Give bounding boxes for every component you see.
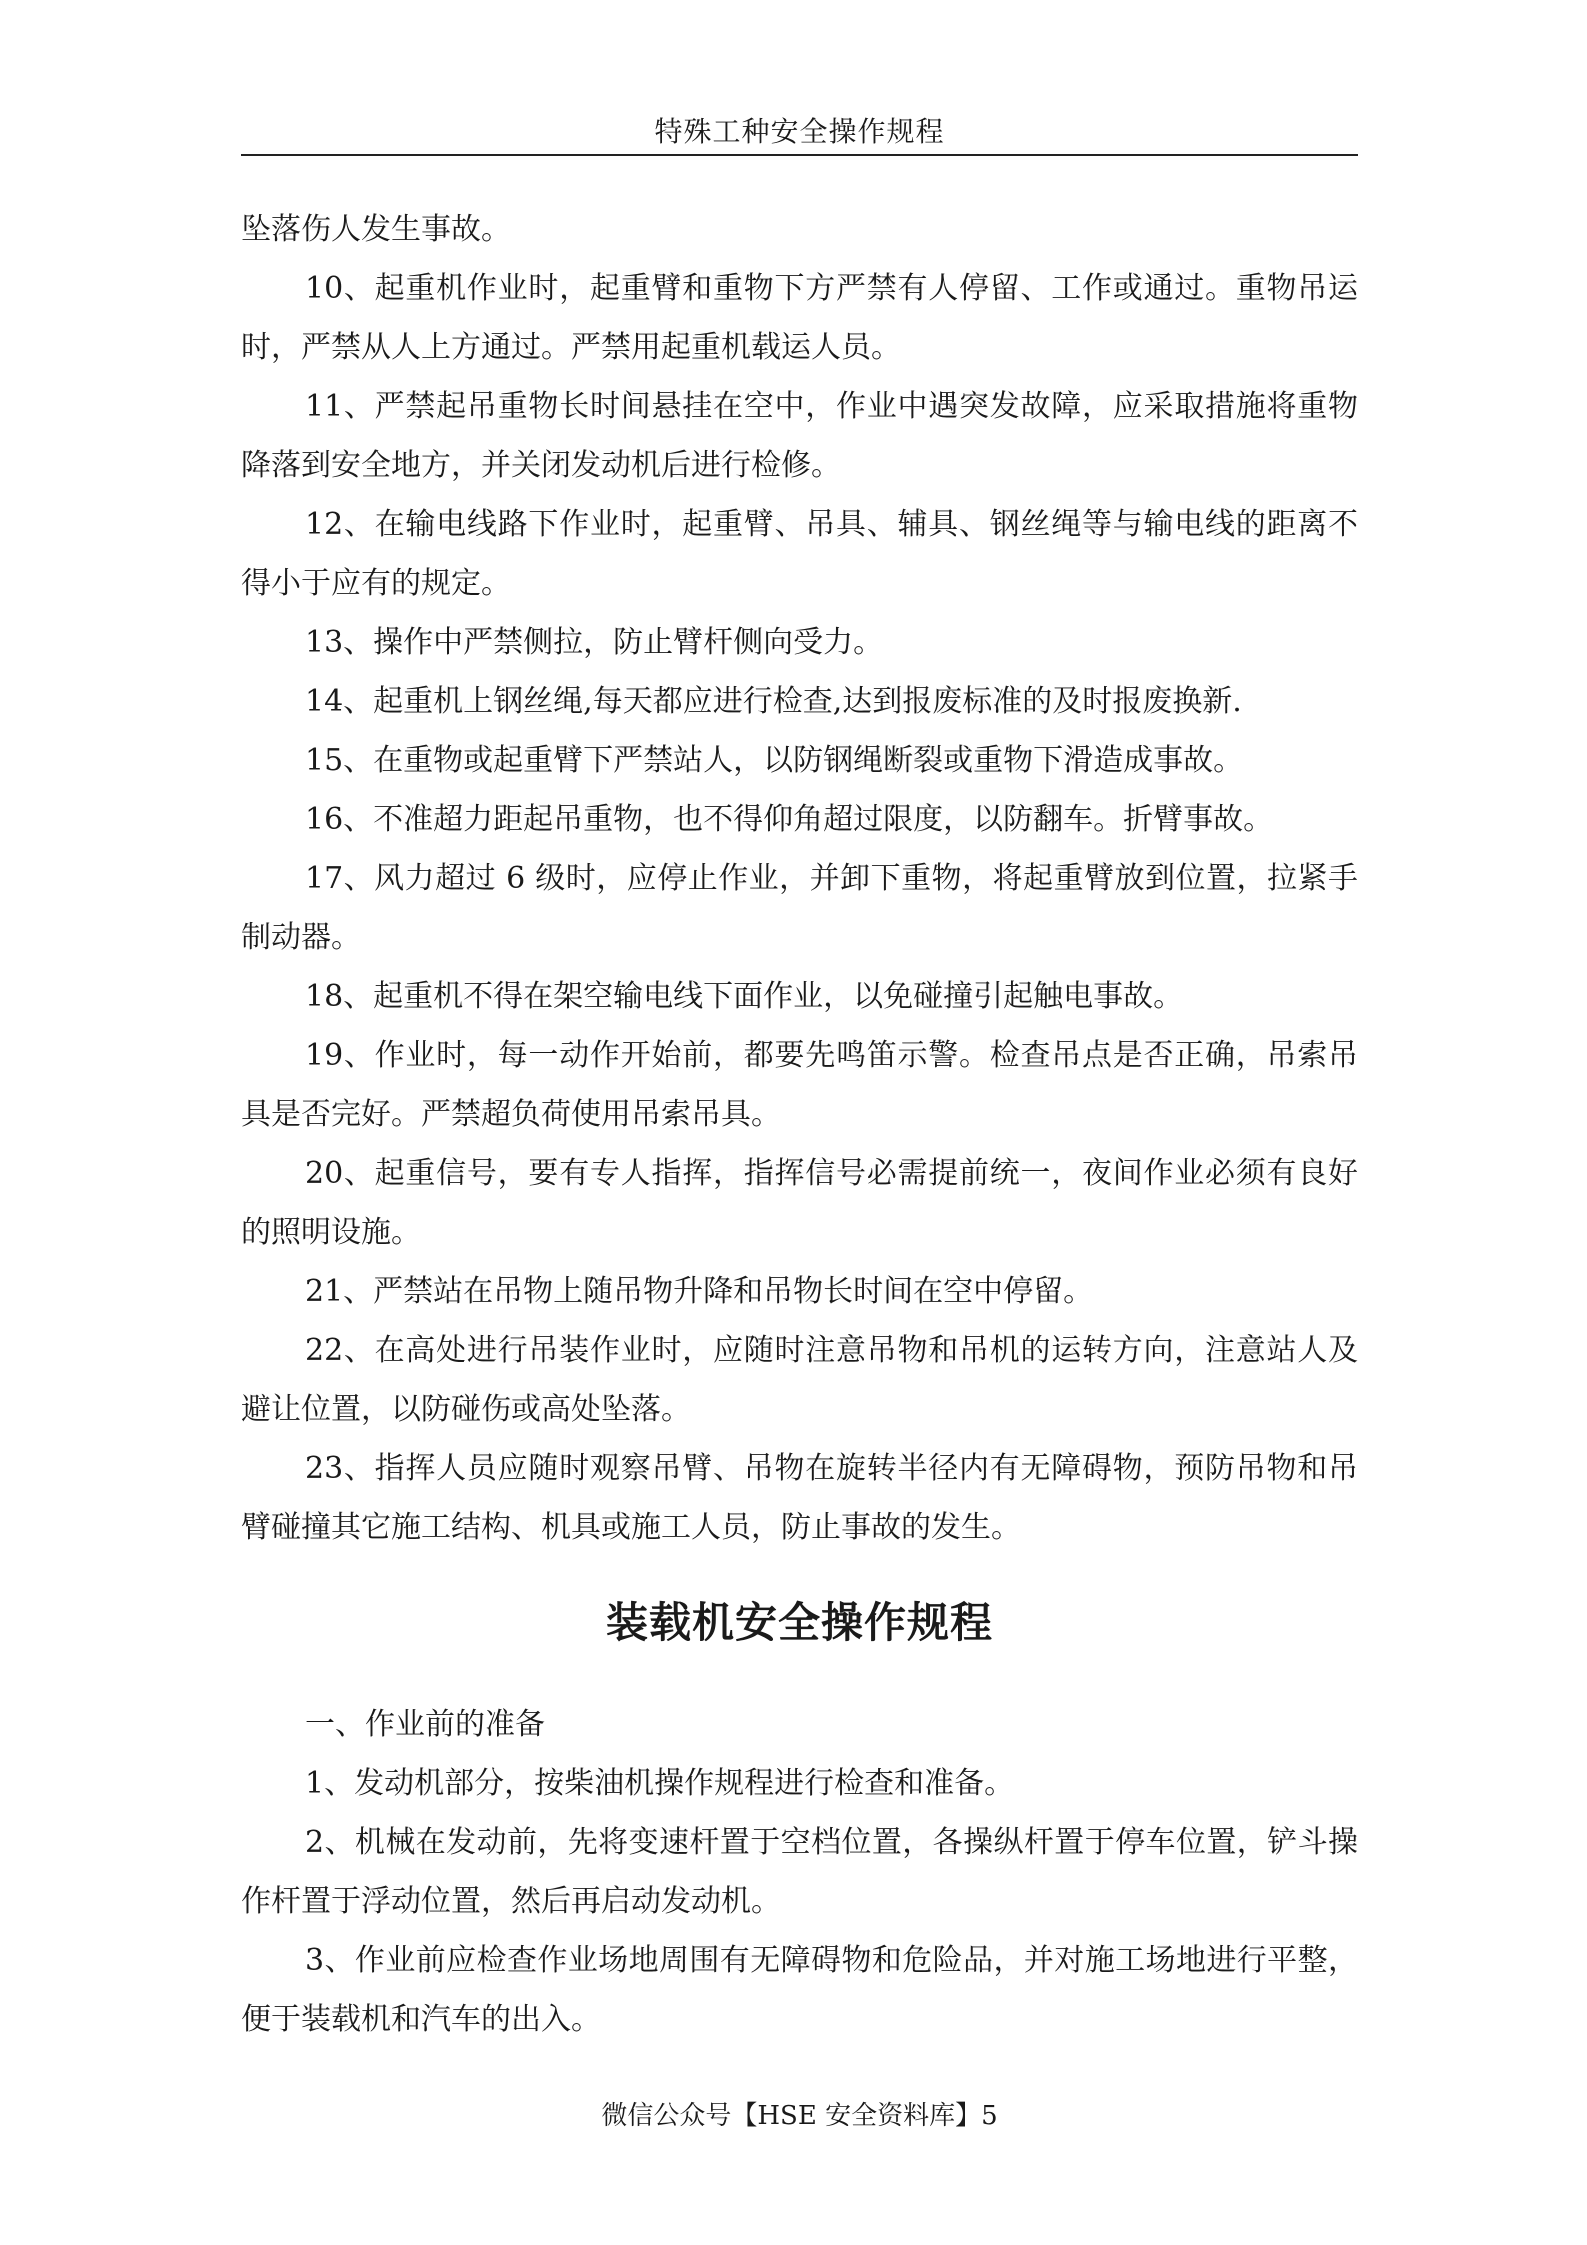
paragraph: 17、风力超过 6 级时，应停止作业，并卸下重物，将起重臂放到位置，拉紧手制动器。 bbox=[241, 861, 1358, 955]
paragraph: 20、起重信号，要有专人指挥，指挥信号必需提前统一，夜间作业必须有良好的照明设施。 bbox=[241, 1156, 1358, 1250]
paragraph: 11、严禁起吊重物长时间悬挂在空中，作业中遇突发故障，应采取措施将重物降落到安全地方，并关闭发动机后进行检修。 bbox=[241, 389, 1358, 483]
paragraph: 18、起重机不得在架空输电线下面作业，以免碰撞引起触电事故。 bbox=[305, 979, 1184, 1014]
paragraph: 一、作业前的准备 bbox=[305, 1707, 545, 1742]
paragraph-group-top bbox=[241, 200, 1358, 1557]
page-footer: 微信公众号【HSE 安全资料库】5 bbox=[601, 2101, 998, 2131]
paragraph: 10、起重机作业时，起重臂和重物下方严禁有人停留、工作或通过。重物吊运时，严禁从人上方通过。严禁用起重机载运人员。 bbox=[241, 271, 1358, 365]
paragraph: 15、在重物或起重臂下严禁站人，以防钢绳断裂或重物下滑造成事故。 bbox=[305, 743, 1244, 778]
running-header: 特殊工种安全操作规程 bbox=[654, 115, 945, 148]
header-divider bbox=[241, 154, 1358, 156]
paragraph: 12、在输电线路下作业时，起重臂、吊具、辅具、钢丝绳等与输电线的距离不得小于应有的规定。 bbox=[241, 507, 1358, 601]
paragraph: 1、发动机部分，按柴油机操作规程进行检查和准备。 bbox=[305, 1766, 1015, 1801]
paragraph: 13、操作中严禁侧拉，防止臂杆侧向受力。 bbox=[305, 625, 884, 660]
paragraph: 19、作业时，每一动作开始前，都要先鸣笛示警。检查吊点是否正确，吊索吊具是否完好。严禁超负荷使用吊索吊具。 bbox=[241, 1038, 1358, 1132]
paragraph: 23、指挥人员应随时观察吊臂、吊物在旋转半径内有无障碍物，预防吊物和吊臂碰撞其它施工结构、机具或施工人员，防止事故的发生。 bbox=[241, 1451, 1358, 1545]
paragraph: 2、机械在发动前，先将变速杆置于空档位置，各操纵杆置于停车位置，铲斗操作杆置于浮动位置，然后再启动发动机。 bbox=[241, 1825, 1358, 1919]
paragraph: 3、作业前应检查作业场地周围有无障碍物和危险品，并对施工场地进行平整，便于装载机和汽车的出入。 bbox=[241, 1943, 1358, 2037]
paragraph: 14、起重机上钢丝绳,每天都应进行检查,达到报废标准的及时报废换新. bbox=[305, 684, 1242, 719]
paragraph: 坠落伤人发生事故。 bbox=[241, 212, 511, 247]
section-title: 装载机安全操作规程 bbox=[605, 1598, 993, 1647]
paragraph: 16、不准超力距起吊重物，也不得仰角超过限度，以防翻车。折臂事故。 bbox=[305, 802, 1274, 837]
paragraph: 22、在高处进行吊装作业时，应随时注意吊物和吊机的运转方向，注意站人及避让位置，以防碰伤或高处坠落。 bbox=[241, 1333, 1358, 1427]
paragraph: 21、严禁站在吊物上随吊物升降和吊物长时间在空中停留。 bbox=[305, 1274, 1094, 1309]
document-body bbox=[241, 200, 1358, 2049]
paragraph-group-bottom bbox=[241, 1695, 1358, 2049]
